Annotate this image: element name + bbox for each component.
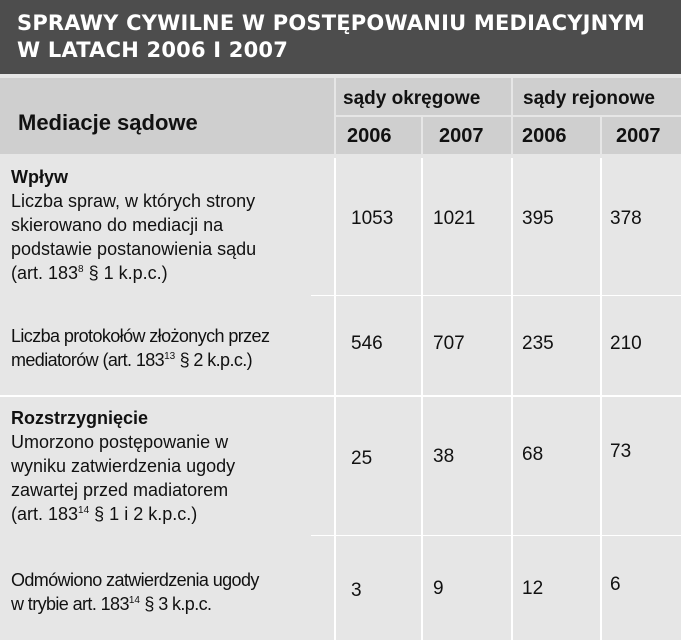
row-ref-suffix: § 3 k.p.c. bbox=[139, 594, 212, 614]
title-line-1: SPRAWY CYWILNE W POSTĘPOWANIU MEDIACYJNYM bbox=[17, 11, 645, 35]
row-text-line: Odmówiono zatwierdzenia ugody bbox=[11, 570, 259, 590]
title-line-2: W LATACH 2006 I 2007 bbox=[17, 38, 289, 62]
cell-value: 3 bbox=[351, 580, 362, 601]
row-ref-sup: 13 bbox=[164, 351, 176, 362]
row-ref-suffix: § 1 k.p.c.) bbox=[83, 263, 168, 283]
header-col-divider bbox=[334, 78, 336, 154]
table-title bbox=[0, 0, 681, 74]
body-col-divider bbox=[334, 158, 336, 640]
cell-value: 25 bbox=[351, 448, 373, 469]
header-col-divider bbox=[511, 78, 513, 154]
row-ref-prefix: mediatorów (art. 183 bbox=[11, 350, 165, 370]
row-wplyw-skierowane-label bbox=[11, 165, 256, 285]
cell-value: 378 bbox=[610, 208, 642, 229]
row-text-line: Liczba spraw, w których strony bbox=[11, 191, 256, 211]
cell-value: 9 bbox=[433, 578, 444, 599]
cell-value: 12 bbox=[522, 578, 544, 599]
body-col-divider bbox=[511, 158, 513, 640]
header-group-divider bbox=[334, 115, 681, 117]
row-text-line: podstawie postanowienia sądu bbox=[11, 239, 257, 259]
body-col-divider bbox=[421, 158, 423, 640]
row-ref-prefix: w trybie art. 183 bbox=[11, 594, 129, 614]
row-ref-sup: 14 bbox=[128, 595, 140, 606]
row-text-line: zawartej przed madiatorem bbox=[11, 480, 229, 500]
row-text-line: wyniku zatwierdzenia ugody bbox=[11, 456, 236, 476]
body-col-divider bbox=[600, 158, 602, 640]
row-rozstrzygniecie-odmowiono-label bbox=[11, 568, 259, 616]
row-rozstrzygniecie-umorzono-label bbox=[11, 406, 235, 526]
cell-value: 68 bbox=[522, 444, 544, 465]
section-separator bbox=[0, 395, 681, 397]
cell-value: 546 bbox=[351, 333, 383, 354]
row-text-line: Umorzono postępowanie w bbox=[11, 432, 229, 452]
header-group-rejonowe: sądy rejonowe bbox=[523, 88, 655, 109]
header-col-divider bbox=[421, 115, 423, 154]
cell-value: 395 bbox=[522, 208, 554, 229]
cell-value: 73 bbox=[610, 441, 632, 462]
row-ref-prefix: (art. 183 bbox=[11, 263, 79, 283]
cell-value: 1021 bbox=[433, 208, 476, 229]
row-wplyw-protokoly-label bbox=[11, 324, 269, 372]
cell-value: 707 bbox=[433, 333, 465, 354]
row-separator bbox=[311, 295, 681, 296]
section-label-wplyw: Wpływ bbox=[11, 167, 68, 187]
row-ref-suffix: § 1 i 2 k.p.c.) bbox=[89, 504, 198, 524]
row-ref-suffix: § 2 k.p.c.) bbox=[175, 350, 253, 370]
row-ref-sup: 8 bbox=[78, 264, 84, 275]
cell-value: 38 bbox=[433, 446, 455, 467]
header-row-label: Mediacje sądowe bbox=[18, 110, 198, 135]
row-ref-sup: 14 bbox=[78, 505, 90, 516]
header-year-okr-2007: 2007 bbox=[439, 125, 484, 147]
header-year-rej-2006: 2006 bbox=[522, 125, 567, 147]
header-year-okr-2006: 2006 bbox=[347, 125, 392, 147]
header-year-rej-2007: 2007 bbox=[616, 125, 661, 147]
cell-value: 210 bbox=[610, 333, 642, 354]
table-header bbox=[0, 78, 681, 154]
cell-value: 6 bbox=[610, 574, 621, 595]
header-col-divider bbox=[600, 115, 602, 154]
row-ref-prefix: (art. 183 bbox=[11, 504, 79, 524]
section-label-rozstrzygniecie: Rozstrzygnięcie bbox=[11, 408, 149, 428]
cell-value: 1053 bbox=[351, 208, 394, 229]
row-text-line: Liczba protokołów złożonych przez bbox=[11, 326, 270, 346]
row-separator bbox=[311, 535, 681, 536]
header-group-okregowe: sądy okręgowe bbox=[343, 88, 481, 109]
cell-value: 235 bbox=[522, 333, 554, 354]
row-text-line: skierowano do mediacji na bbox=[11, 215, 224, 235]
